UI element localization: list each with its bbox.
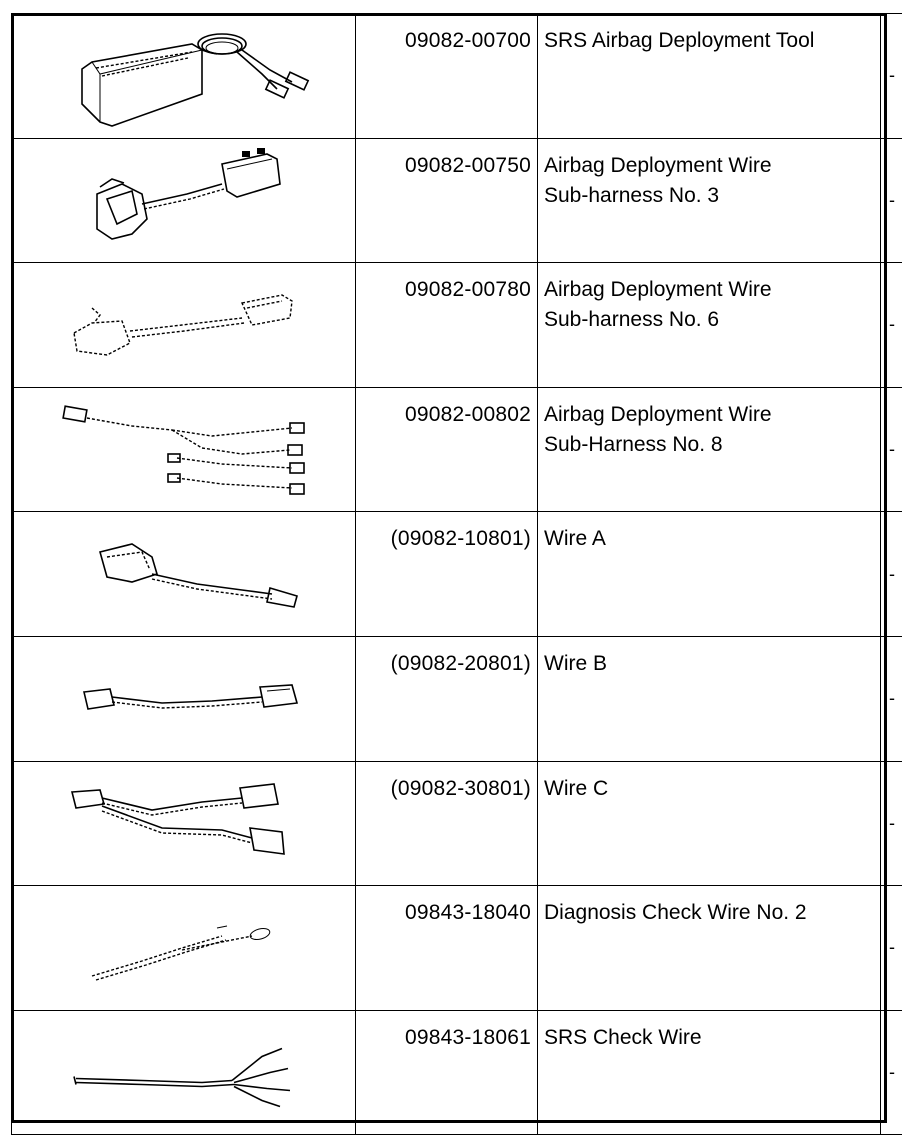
part-name-line: Airbag Deployment Wire [544, 151, 880, 181]
note-mark: - [881, 1010, 902, 1134]
part-name-line: Wire C [544, 774, 880, 804]
part-name-line: Sub-harness No. 6 [544, 305, 880, 335]
note-mark: - [881, 263, 902, 388]
part-number: (09082-30801) [356, 761, 538, 886]
note-mark: - [881, 512, 902, 637]
part-number: 09082-00802 [356, 387, 538, 512]
part-name-line: Sub-harness No. 3 [544, 181, 880, 211]
note-mark: - [881, 886, 902, 1011]
note-mark: - [881, 14, 902, 139]
part-name-line: Sub-Harness No. 8 [544, 430, 880, 460]
part-number: 09082-00780 [356, 263, 538, 388]
note-mark: - [881, 387, 902, 512]
part-name-line: SRS Check Wire [544, 1023, 880, 1053]
part-number: 09082-00750 [356, 138, 538, 263]
part-number: (09082-10801) [356, 512, 538, 637]
part-name-line: SRS Airbag Deployment Tool [544, 26, 880, 56]
part-number: (09082-20801) [356, 636, 538, 761]
part-name-line: Wire B [544, 649, 880, 679]
part-number: 09843-18061 [356, 1010, 538, 1134]
part-name-line: Wire A [544, 524, 880, 554]
part-number: 09082-00700 [356, 14, 538, 139]
part-name-line: Diagnosis Check Wire No. 2 [544, 898, 880, 928]
outer-frame [11, 13, 887, 1123]
note-mark: - [881, 761, 902, 886]
part-name-line: Airbag Deployment Wire [544, 400, 880, 430]
part-name-line: Airbag Deployment Wire [544, 275, 880, 305]
note-mark: - [881, 636, 902, 761]
part-number: 09843-18040 [356, 886, 538, 1011]
note-mark: - [881, 138, 902, 263]
